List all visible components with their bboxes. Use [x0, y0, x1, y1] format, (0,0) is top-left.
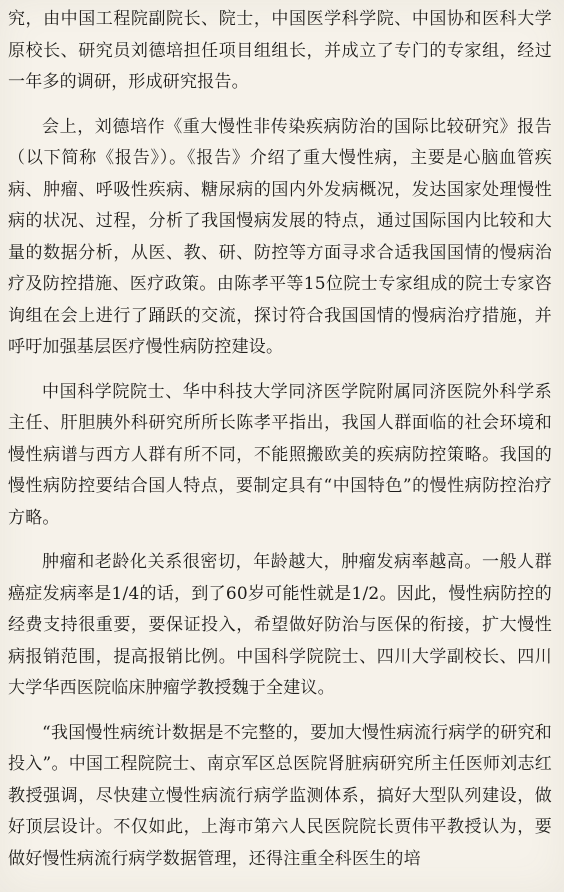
paragraph-statistics: “我国慢性病统计数据是不完整的，要加大慢性病流行病学的研究和投入”。中国工程院院士、南京军区总医院肾脏病研究所主任医师刘志红教授强调，尽快建立慢性病流行病学监测体系，搞好大型队列建设，做好顶层设计。不仅如此，上海市第六人民医院院长贾伟平教授认为，要做好慢性病流行病学数据管理，还得注重全科医生的培 [8, 722, 552, 869]
paragraph-chen-xiaoping: 中国科学院院士、华中科技大学同济医学院附属同济医院外科学系主任、肝胆胰外科研究所所长陈孝平指出，我国人群面临的社会环境和慢性病谱与西方人群有所不同，不能照搬欧美的疾病防控策略。我国的慢性病防控要结合国人特点，要制定具有“中国特色”的慢性病防控治疗方略。 [8, 381, 552, 528]
paragraph-report: 会上，刘德培作《重大慢性非传染疾病防治的国际比较研究》报告（以下简称《报告》）。《报告》介绍了重大慢性病，主要是心脑血管疾病、肿瘤、呼吸性疾病、糖尿病的国内外发病概况，发达国家处理慢性病的状况、过程，分析了我国慢病发展的特点，通过国际国内比较和大量的数据分析，从医、教、研、防控等方面寻求合适我国国情的慢病治疗及防控措施、医疗政策。由陈孝平等15位院士专家组成的院士专家咨询组在会上进行了踊跃的交流，探讨符合我国国情的慢病治疗措施，并呼吁加强基层医疗慢性病防控建设。 [8, 116, 552, 357]
paragraph-tumor-aging: 肿瘤和老龄化关系很密切，年龄越大，肿瘤发病率越高。一般人群癌症发病率是1/4的话，到了60岁可能性就是1/2。因此，慢性病防控的经费支持很重要，要保证投入，希望做好防治与医保的衔接，扩大慢性病报销范围，提高报销比例。中国科学院院士、四川大学副校长、四川大学华西医院临床肿瘤学教授魏于全建议。 [8, 552, 552, 698]
paragraph-continued: 究，由中国工程院副院长、院士，中国医学科学院、中国协和医科大学原校长、研究员刘德培担任项目组组长，并成立了专门的专家组，经过一年多的调研，形成研究报告。 [8, 9, 552, 92]
